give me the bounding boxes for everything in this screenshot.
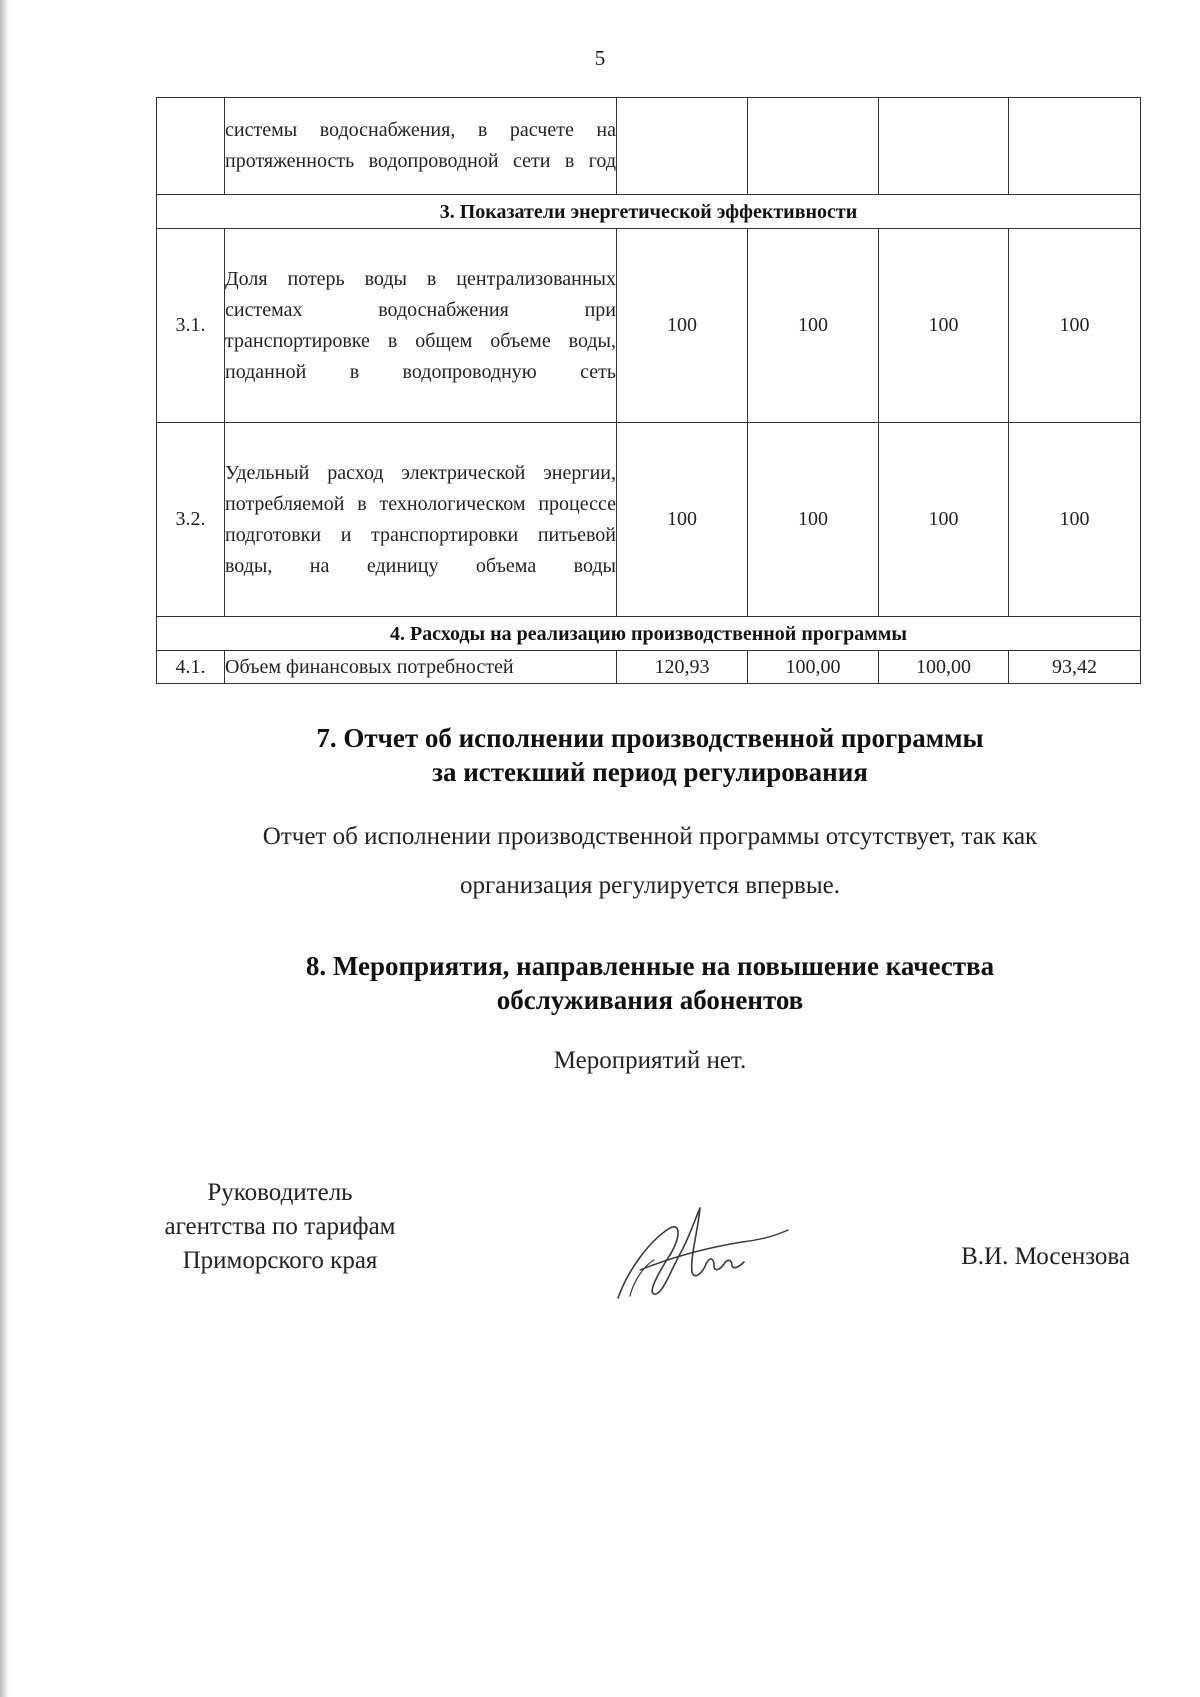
table-cell-value: 100,00 <box>748 651 879 684</box>
table-section-header <box>157 617 1141 651</box>
section-8-heading-line1: 8. Мероприятия, направленные на повышение качества <box>305 951 995 981</box>
section-7-heading <box>50 721 1200 789</box>
table-cell-value: 93,42 <box>1009 651 1141 684</box>
table-cell-value: 100 <box>748 423 879 617</box>
table-cell-description: Доля потерь воды в централизованных системах водоснабжения при транспортировке в общем объеме воды, поданной в водопроводную сеть <box>225 229 617 423</box>
table-cell-value: 100 <box>879 423 1009 617</box>
indicators-table <box>156 97 1141 684</box>
handwritten-signature <box>610 1200 790 1305</box>
table-section-header <box>157 195 1141 229</box>
table-cell-value: 100 <box>1009 229 1141 423</box>
signatory-title-line2: агентства по тарифам <box>164 1213 396 1240</box>
table-cell-value <box>748 98 879 195</box>
signatory-title-line1: Руководитель <box>207 1179 353 1206</box>
section-8-text: Мероприятий нет. <box>553 1047 747 1074</box>
signatory-name: В.И. Мосензова <box>961 1243 1130 1270</box>
table-cell-description: Удельный расход электрической энергии, потребляемой в технологическом процессе подготовки и транспортировки питьевой воды, на единицу объема воды <box>225 423 617 617</box>
table-cell-value <box>1009 98 1141 195</box>
section-7-heading-line1: 7. Отчет об исполнении производственной программы <box>316 723 984 753</box>
section-8-heading <box>50 949 1200 1017</box>
table-row <box>157 229 1141 423</box>
table-cell-value: 120,93 <box>617 651 748 684</box>
table-row <box>157 651 1141 684</box>
section-8-heading-line2: обслуживания абонентов <box>496 985 804 1015</box>
table-cell-value: 100 <box>748 229 879 423</box>
section-7-text-line1: Отчет об исполнении производственной программы отсутствует, так как <box>262 823 1038 850</box>
section-7-text-line2: организация регулируется впервые. <box>460 872 840 899</box>
page-number: 5 <box>594 46 606 70</box>
table-cell-value: 100 <box>617 229 748 423</box>
table-cell-value: 100 <box>617 423 748 617</box>
table-cell-value: 100 <box>879 229 1009 423</box>
table-cell-value <box>879 98 1009 195</box>
table-row <box>157 423 1141 617</box>
table-cell-num <box>157 98 225 195</box>
table-cell-value: 100 <box>1009 423 1141 617</box>
table-cell-description: Объем финансовых потребностей <box>225 651 617 684</box>
table-cell-value <box>617 98 748 195</box>
table-cell-num: 3.1. <box>157 229 225 423</box>
table-cell-description: системы водоснабжения, в расчете на протяженность водопроводной сети в год <box>225 98 617 195</box>
scan-edge <box>0 0 9 1697</box>
section-7-heading-line2: за истекший период регулирования <box>432 757 868 787</box>
section-4-title: 4. Расходы на реализацию производственной программы <box>157 617 1141 651</box>
section-3-title: 3. Показатели энергетической эффективности <box>157 195 1141 229</box>
table-cell-value: 100,00 <box>879 651 1009 684</box>
table-cell-num: 3.2. <box>157 423 225 617</box>
table-row-continuation <box>157 98 1141 195</box>
signatory-title-line3: Приморского края <box>182 1247 378 1274</box>
table-cell-num: 4.1. <box>157 651 225 684</box>
signatory-title <box>130 1176 430 1278</box>
